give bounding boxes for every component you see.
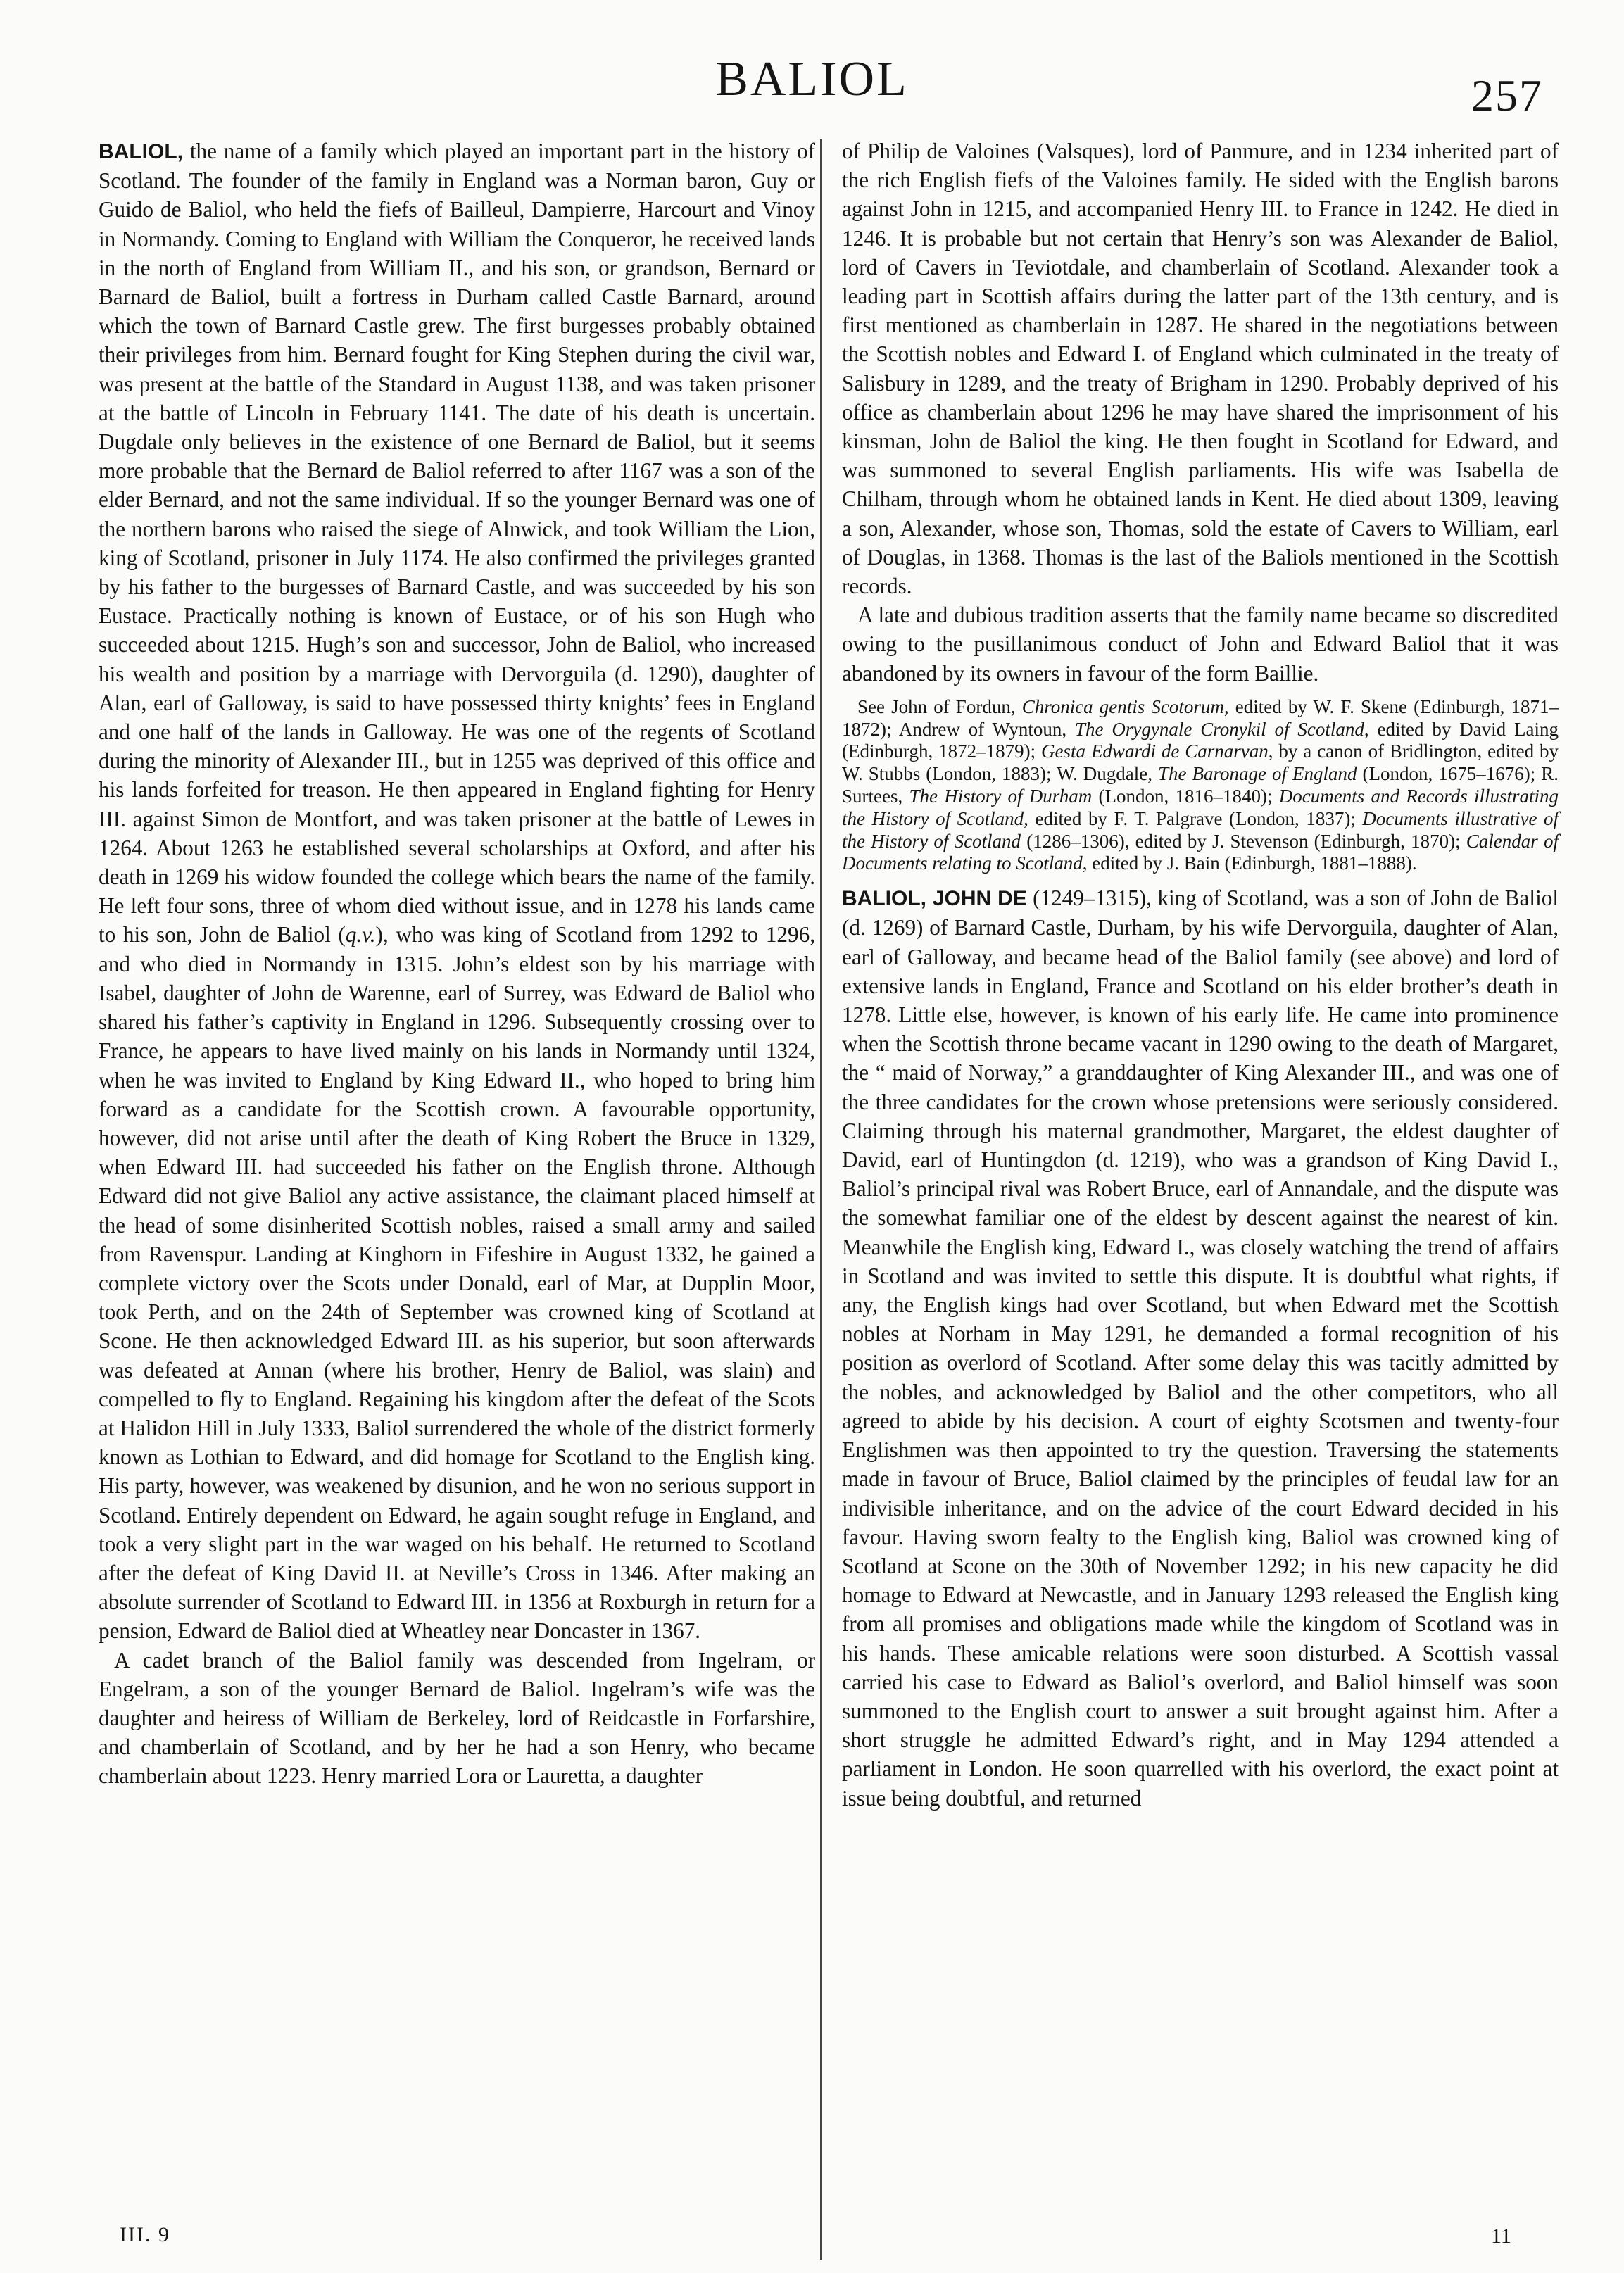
entry-heading-baliol: BALIOL, [99, 140, 183, 163]
paragraph-text: (1249–1315), king of Scotland, was a son of John de Baliol (d. 1269) of Barnard Castle, Durham, by his wife Dervorguila, daughter of Alan, earl of Galloway, and became head of the Baliol family (see above) and lord of extensive lands in England, France and Scotland on his elder brother’s death in 1278. Little else, however, is known of his early life. He came into prominence when the Scottish throne became vacant in 1290 owing to the death of Margaret, the “ maid of Norway,” a granddaughter of King Alexander III., and was one of the three candidates for the crown whose pretensions were seriously considered. Claiming through his maternal grandmother, Margaret, the eldest daughter of David, earl of Huntingdon (d. 1219), who was a grandson of King David I., Baliol’s principal rival was Robert Bruce, earl of Annandale, and the dispute was the somewhat familiar one of the eldest by descent against the nearest of kin. Meanwhile the English king, Edward I., was closely watching the trend of affairs in Scotland and was invited to settle this dispute. It is doubtful what rights, if any, the English kings had over Scotland, but when Edward met the Scottish nobles at Norham in May 1291, he demanded a formal recognition of his position as overlord of Scotland. After some delay this was tacitly admitted by the nobles, and acknowledged by Baliol and the other competitors, who all agreed to abide by his decision. A court of eighty Scotsmen and twenty-four Englishmen was then appointed to try the question. Traversing the statements made in favour of Bruce, Baliol claimed by the principles of feudal law for an indivisible inheritance, and on the advice of the court Edward decided in his favour. Having sworn fealty to the English king, Baliol was crowned king of Scotland at Scone on the 30th of November 1292; in his new capacity he did homage to Edward at Newcastle, and in January 1293 released the English king from all promises and obligations made while the kingdom of Scotland was in his hands. These amicable relations were soon disturbed. A Scottish vassal carried his case to Edward as Baliol’s overlord, and Baliol himself was soon summoned to the English court to answer a suit brought against him. After a short struggle he admitted Edward’s right, and in May 1294 attended a parliament in London. He soon quarrelled with his overlord, the exact point at issue being doubtful, and returned [842, 886, 1559, 1811]
bib-segment: , edited by W. F. Skene (Edinburgh, 1871–1872); Andrew of Wyntoun, [842, 695, 1559, 740]
baliol-family-paragraph [99, 137, 815, 1646]
cross-reference: q.v. [345, 922, 376, 947]
bib-title: Calendar of Documents relating to Scotland [842, 830, 1559, 874]
bib-segment: , by a canon of Bridlington, edited by W. Stubbs (London, 1883); W. Dugdale, [842, 741, 1559, 785]
page-title: BALIOL [715, 52, 909, 106]
bib-segment: , edited by David Laing (Edinburgh, 1872–1879); [842, 718, 1559, 762]
bib-segment: , edited by F. T. Palgrave (London, 1837); [1024, 807, 1363, 829]
bib-title: Documents and Records illustrating the History of Scotland [842, 786, 1559, 829]
bib-segment: See John of Fordun, [857, 695, 1022, 717]
signature-mark: III. 9 [120, 2223, 170, 2246]
bib-segment: (London, 1816–1840); [1092, 786, 1279, 807]
bib-title: The Orygynale Cronykil of Scotland [1075, 718, 1364, 740]
paragraph-text-continued: ), who was king of Scotland from 1292 to 1296, and who died in Normandy in 1315. John’s eldest son by his marriage with Isabel, daughter of John de Warenne, earl of Surrey, was Edward de Baliol who shared his father’s captivity in England in 1296. Subsequently crossing over to France, he appears to have lived mainly on his lands in Normandy until 1324, when he was invited to England by King Edward II., who hoped to bring him forward as a candidate for the Scottish crown. A favourable opportunity, however, did not arise until after the death of King Robert the Bruce in 1329, when Edward III. had succeeded his father on the English throne. Although Edward did not give Baliol any active assistance, the claimant placed himself at the head of some disinherited Scottish nobles, raised a small army and sailed from Ravenspur. Landing at Kinghorn in Fifeshire in August 1332, he gained a complete victory over the Scots under Donald, earl of Mar, at Dupplin Moor, took Perth, and on the 24th of September was crowned king of Scotland at Scone. He then acknowledged Edward III. as his superior, but soon afterwards was defeated at Annan (where his brother, Henry de Baliol, was slain) and compelled to fly to England. Regaining his kingdom after the defeat of the Scots at Halidon Hill in July 1333, Baliol surrendered the whole of the district formerly known as Lothian to Edward, and did homage for Scotland to the English king. His party, however, was weakened by disunion, and he won no serious support in Scotland. Entirely dependent on Edward, he again sought refuge in England, and took a very slight part in the war waged on his behalf. He returned to Scotland after the defeat of King David II. at Neville’s Cross in 1346. After making an absolute surrender of Scotland to Edward III. in 1356 at Roxburgh in return for a pension, Edward de Baliol died at Wheatley near Doncaster in 1367. [99, 922, 816, 1644]
bib-title: Chronica gentis Scotorum [1021, 695, 1224, 717]
left-column [99, 137, 815, 1791]
bib-segment: (London, 1675–1676); R. Surtees, [842, 763, 1559, 807]
continuation-paragraph: of Philip de Valoines (Valsques), lord of Panmure, and in 1234 inherited part of the rich English fiefs of the Valoines family. He sided with the English barons against John in 1215, and accompanied Henry III. to France in 1242. He died in 1246. It is probable but not certain that Henry’s son was Alexander de Baliol, lord of Cavers in Teviotdale, and chamberlain of Scotland. Alexander took a leading part in Scottish affairs during the latter part of the 13th century, and is first mentioned as chamberlain in 1287. He shared in the negotiations between the Scottish nobles and Edward I. of England which culminated in the treaty of Salisbury in 1289, and the treaty of Brigham in 1290. Probably deprived of his office as chamberlain about 1296 he may have shared the imprisonment of his kinsman, John de Baliol the king. He then fought in Scotland for Edward, and was summoned to several English parliaments. His wife was Isabella de Chilham, through whom he obtained lands in Kent. He died about 1309, leaving a son, Alexander, whose son, Thomas, sold the estate of Cavers to William, earl of Douglas, in 1368. Thomas is the last of the Baliols mentioned in the Scottish records. [842, 139, 1559, 599]
paragraph-text: the name of a family which played an important part in the history of Scotland. The founder of the family in England was a Norman baron, Guy or Guido de Baliol, who held the fiefs of Bailleul, Dampierre, Harcourt and Vinoy in Normandy. Coming to England with William the Conqueror, he received lands in the north of England from William II., and his son, or grandson, Bernard or Barnard de Baliol, built a fortress in Durham called Castle Barnard, around which the town of Barnard Castle grew. The first burgesses probably obtained their privileges from him. Bernard fought for King Stephen during the civil war, was present at the battle of the Standard in August 1138, and was taken prisoner at the battle of Lincoln in February 1141. The date of his death is uncertain. Dugdale only believes in the existence of one Bernard de Baliol, but it seems more probable that the Bernard de Baliol referred to after 1167 was a son of the elder Bernard, and not the same individual. If so the younger Bernard was one of the northern barons who raised the siege of Alnwick, and took William the Lion, king of Scotland, prisoner in July 1174. He also confirmed the privileges granted by his father to the burgesses of Barnard Castle, and was succeeded by his son Eustace. Practically nothing is known of Eustace, or of his son Hugh who succeeded about 1215. Hugh’s son and successor, John de Baliol, who increased his wealth and position by a marriage with Dervorguila (d. 1290), daughter of Alan, earl of Galloway, is said to have possessed thirty knights’ fees in England and one half of the lands in Galloway. He was one of the regents of Scotland during the minority of Alexander III., but in 1255 was deprived of this office and his lands forfeited for treason. He then appeared in England fighting for Henry III. against Simon de Montfort, and was taken prisoner at the battle of Lewes in 1264. About 1263 he established several scholarships at Oxford, and after his death in 1269 his widow founded the college which bears the name of the family. He left four sons, three of whom died without issue, and in 1278 his lands came to his son, John de Baliol ( [99, 139, 815, 947]
tradition-paragraph: A late and dubious tradition asserts that the family name became so discredited owing to the pusillanimous conduct of John and Edward Baliol that it was abandoned by its owners in favour of the form Baillie. [842, 603, 1559, 686]
cadet-branch-paragraph: A cadet branch of the Baliol family was descended from Ingelram, or Engelram, a son of the younger Bernard de Baliol. Ingelram’s wife was the daughter and heiress of William de Berkeley, lord of Reidcastle in Forfarshire, and chamberlain of Scotland, and by her he had a son Henry, who became chamberlain about 1223. Henry married Lora or Lauretta, a daughter [99, 1647, 815, 1789]
bib-title: Gesta Edwardi de Carnarvan [1041, 741, 1269, 762]
bib-title: Documents illustrative of the History of Scotland [842, 807, 1559, 852]
page-number: 257 [1471, 70, 1543, 120]
column-divider [820, 139, 822, 2260]
bib-segment: , edited by J. Bain (Edinburgh, 1881–1888). [1082, 852, 1417, 874]
bibliography-paragraph [842, 696, 1559, 875]
right-column [842, 137, 1559, 1813]
bib-title: The Baronage of England [1158, 763, 1357, 785]
entry-heading-john-de-baliol: BALIOL, JOHN DE [842, 887, 1027, 911]
corner-mark: 11 [1491, 2224, 1511, 2248]
bib-title: The History of Durham [909, 786, 1093, 807]
john-de-baliol-paragraph [842, 883, 1559, 1813]
bib-segment: (1286–1306), edited by J. Stevenson (Edinburgh, 1870); [1021, 830, 1466, 852]
